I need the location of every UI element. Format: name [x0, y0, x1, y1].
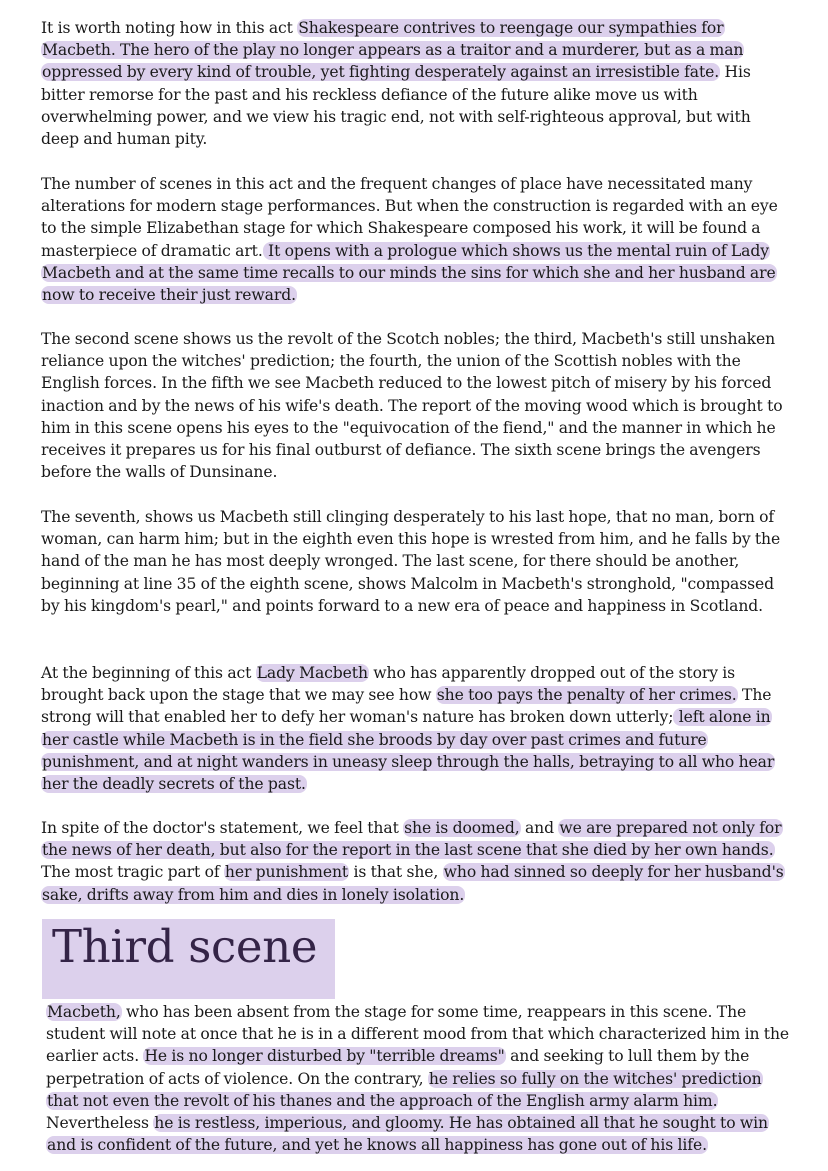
text-segment: Nevertheless — [46, 1114, 154, 1133]
paragraph-3 — [41, 328, 791, 483]
highlighted-text: he relies so fully on the witches' prediction that not even the revolt of his thanes and the approach of the English army alarm him. — [47, 1069, 762, 1110]
highlighted-text: who had sinned so deeply for her husband's sake, drifts away from him and dies in lonely isolation. — [42, 863, 784, 904]
text-segment: is that she, — [349, 863, 443, 882]
paragraph-1 — [41, 17, 791, 150]
text-segment: At the beginning of this act — [41, 664, 256, 682]
text-segment: The seventh, shows us Macbeth still clinging desperately to his last hope, that no man, born of woman, can harm him; but in the eighth even this hope is wrested from him, and he falls by the hand of the man he has most deeply wronged. The last scene, for there should be another, beginning at line 35 of the eighth scene, shows Malcolm in Macbeth's stronghold, "compassed by his kingdom's pearl," and points forward to a new era of peace and happiness in Scotland. — [41, 508, 781, 615]
text-segment: His bitter remorse for the past and his reckless defiance of the future alike move us with overwhelming power, and we view his tragic end, not with self-righteous approval, but with deep and human pity. — [41, 63, 751, 149]
text-segment: who has apparently dropped out of the story is brought back upon the stage that we may see how — [41, 664, 736, 705]
highlighted-text: Shakespeare contrives to reengage our sympathies for Macbeth. The hero of the play no longer appears as a traitor and a murderer, but as a man oppressed by every kind of trouble, yet fighting desperately against an irresistible fate. — [42, 19, 744, 82]
paragraph-5 — [41, 662, 791, 795]
scene-paragraph — [46, 1001, 794, 1156]
text-segment: The strong will that enabled her to defy her woman's nature has broken down utterly; — [41, 686, 772, 727]
text-segment: The most tragic part of — [41, 863, 224, 882]
text-segment: The second scene shows us the revolt of the Scotch nobles; the third, Macbeth's still unshaken reliance upon the witches' prediction; the fourth, the union of the Scottish nobles with the English forces. In the fifth we see Macbeth reduced to the lowest pitch of misery by his forced inaction and by the news of his wife's death. The report of the moving wood which is brought to him in this scene opens his eyes to the "equivocation of the fiend," and the manner in which he receives it prepares us for his final outburst of defiance. The sixth scene brings the avengers before the walls of Dunsinane. — [41, 330, 783, 482]
text-segment: In spite of the doctor's statement, we feel that — [41, 819, 404, 837]
text-segment: who has been absent from the stage for some time, reappears in this scene. The student will note at once that he is in a different mood from that which characterized him in the earlier acts. — [46, 1003, 790, 1066]
highlighted-text: she is doomed, — [404, 819, 520, 837]
highlighted-text: her punishment — [224, 863, 349, 882]
text-segment: It is worth noting how in this act — [41, 19, 298, 37]
highlighted-text: It opens with a prologue which shows us the mental ruin of Lady Macbeth and at the same time recalls to our minds the sins for which she and her husband are now to receive their just reward. — [42, 241, 776, 305]
text-segment: The number of scenes in this act and the frequent changes of place have necessitated many alterations for modern stage performances. But when the construction is regarded with an eye to the simple Elizabethan stage for which Shakespeare composed his work, it will be found a masterpiece of dramatic art. — [41, 175, 778, 260]
highlighted-text: left alone in her castle while Macbeth is in the field she broods by day over past crimes and future punishment, and at night wanders in uneasy sleep through the halls, betraying to all who hear her the deadly secrets of the past. — [42, 708, 775, 794]
highlighted-text: we are prepared not only for the news of her death, but also for the report in the last scene that she died by her own hands. — [42, 819, 782, 860]
paragraph-4 — [41, 506, 791, 617]
highlighted-text: Macbeth, — [47, 1003, 121, 1021]
paragraph-2 — [41, 173, 791, 306]
highlighted-text: she too pays the penalty of her crimes. — [436, 686, 737, 705]
paragraph-6 — [41, 817, 791, 906]
text-segment: and seeking to lull them by the perpetration of acts of violence. On the contrary, — [46, 1047, 750, 1088]
highlighted-text: Lady Macbeth — [256, 664, 368, 682]
highlighted-text: He is no longer disturbed by "terrible dreams" — [144, 1047, 505, 1066]
text-segment: and — [520, 819, 559, 837]
section-heading: Third scene — [52, 920, 318, 973]
highlighted-text: he is restless, imperious, and gloomy. He has obtained all that he sought to win and is confident of the future, and yet he knows all happiness has gone out of his life. — [47, 1114, 768, 1155]
